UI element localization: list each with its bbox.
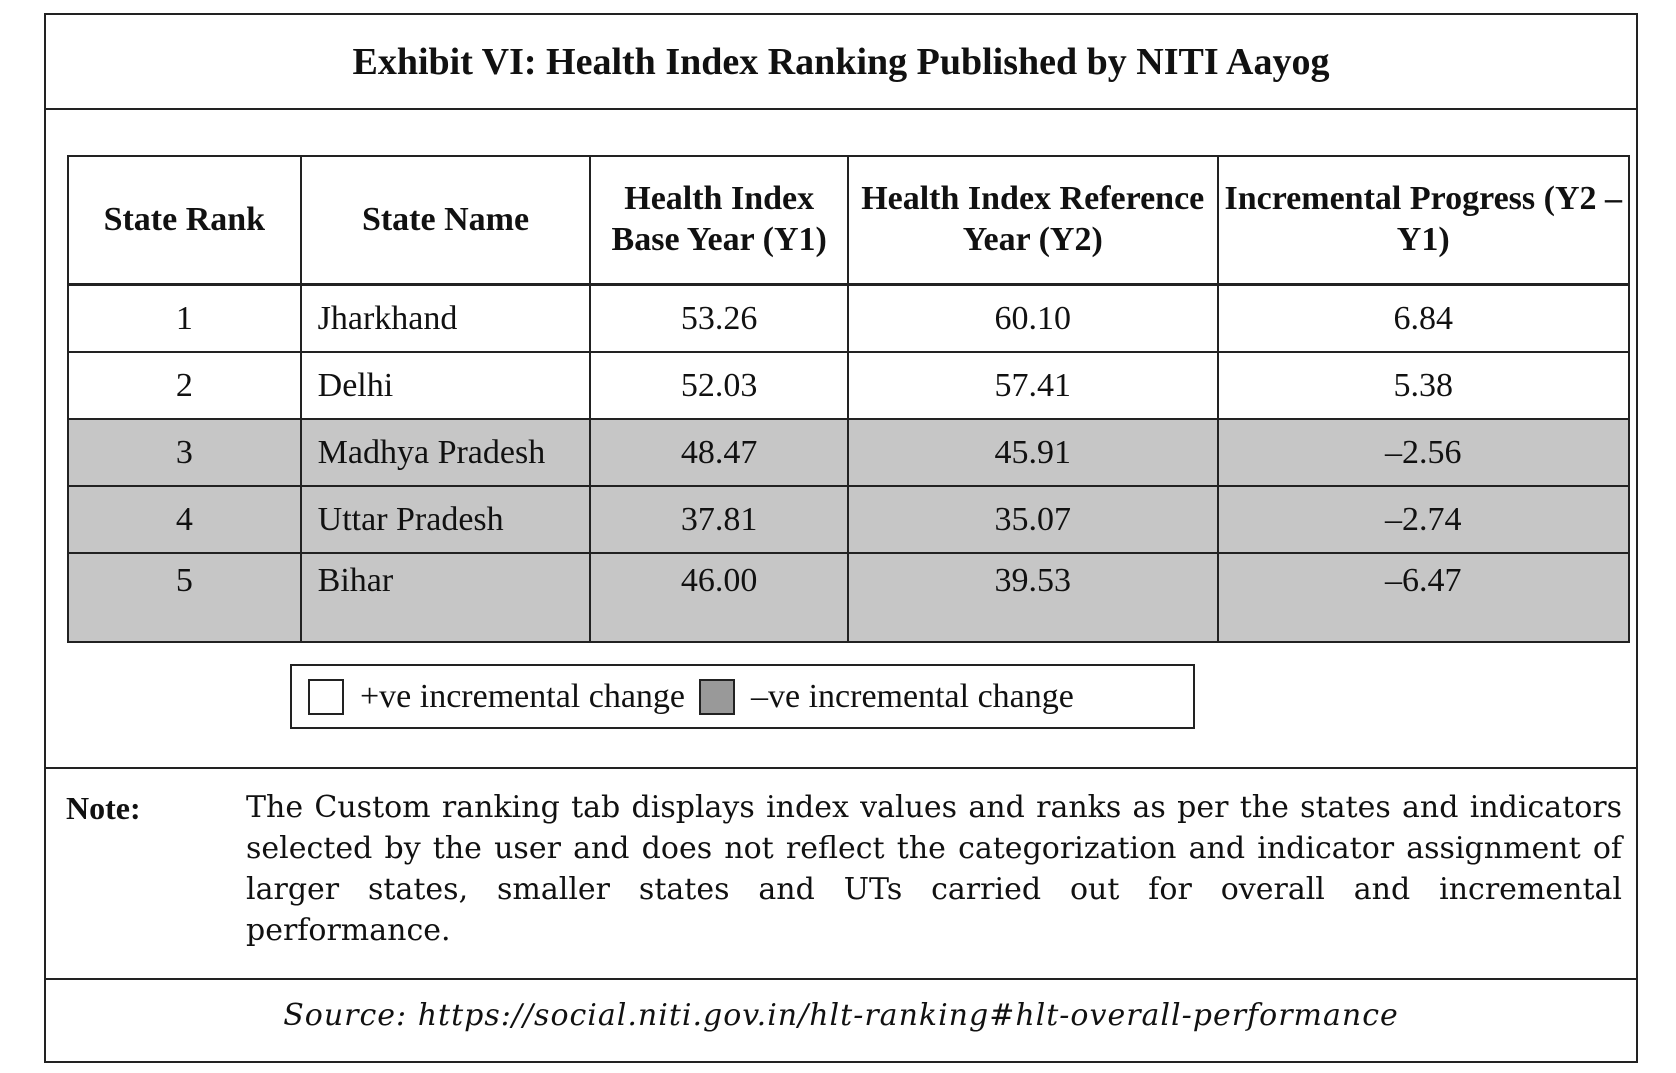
cell-progress: 6.84 [1218, 285, 1630, 353]
source-divider [46, 978, 1636, 980]
cell-y2: 57.41 [848, 352, 1218, 419]
header-state-name: State Name [301, 156, 591, 285]
cell-rank: 4 [68, 486, 301, 553]
cell-progress: –6.47 [1218, 553, 1630, 642]
note-text: The Custom ranking tab displays index values and ranks as per the states and indicators selected by the user and does not reflect the categorization and indicator assignment of larger states, smaller states and UTs carried out for overall and incremental performance. [246, 790, 1622, 948]
source-line: Source: https://social.niti.gov.in/hlt-ranking#hlt-overall-performance [283, 998, 1399, 1033]
health-index-table [67, 155, 1630, 643]
exhibit-box [44, 13, 1638, 1063]
cell-y1: 52.03 [590, 352, 848, 419]
header-reference-year: Health Index Reference Year (Y2) [848, 156, 1218, 285]
cell-rank: 3 [68, 419, 301, 486]
legend-positive-label: +ve incremental change [360, 677, 686, 715]
note-divider [46, 767, 1636, 769]
cell-y2: 35.07 [848, 486, 1218, 553]
exhibit-title: Exhibit VI: Health Index Ranking Published by NITI Aayog [46, 15, 1636, 110]
table-row [68, 285, 1629, 353]
cell-rank: 5 [68, 553, 301, 642]
cell-y1: 53.26 [590, 285, 848, 353]
cell-state: Bihar [301, 553, 591, 642]
cell-progress: –2.56 [1218, 419, 1630, 486]
cell-y2: 39.53 [848, 553, 1218, 642]
note-label: Note: [66, 790, 141, 826]
legend-positive-swatch [308, 679, 344, 715]
cell-state: Uttar Pradesh [301, 486, 591, 553]
table-row [68, 419, 1629, 486]
table-row [68, 486, 1629, 553]
cell-y2: 45.91 [848, 419, 1218, 486]
cell-y2: 60.10 [848, 285, 1218, 353]
cell-state: Jharkhand [301, 285, 591, 353]
legend [290, 664, 1195, 729]
legend-negative-swatch [699, 679, 735, 715]
cell-progress: –2.74 [1218, 486, 1630, 553]
cell-progress: 5.38 [1218, 352, 1630, 419]
cell-y1: 46.00 [590, 553, 848, 642]
header-incremental-progress: Incremental Progress (Y2 – Y1) [1218, 156, 1630, 285]
cell-state: Madhya Pradesh [301, 419, 591, 486]
cell-y1: 48.47 [590, 419, 848, 486]
legend-negative-label: –ve incremental change [751, 677, 1074, 715]
table-row [68, 553, 1629, 642]
cell-state: Delhi [301, 352, 591, 419]
cell-y1: 37.81 [590, 486, 848, 553]
cell-rank: 1 [68, 285, 301, 353]
cell-rank: 2 [68, 352, 301, 419]
header-base-year: Health Index Base Year (Y1) [590, 156, 848, 285]
table-header-row [68, 156, 1629, 285]
table-row [68, 352, 1629, 419]
header-state-rank: State Rank [68, 156, 301, 285]
